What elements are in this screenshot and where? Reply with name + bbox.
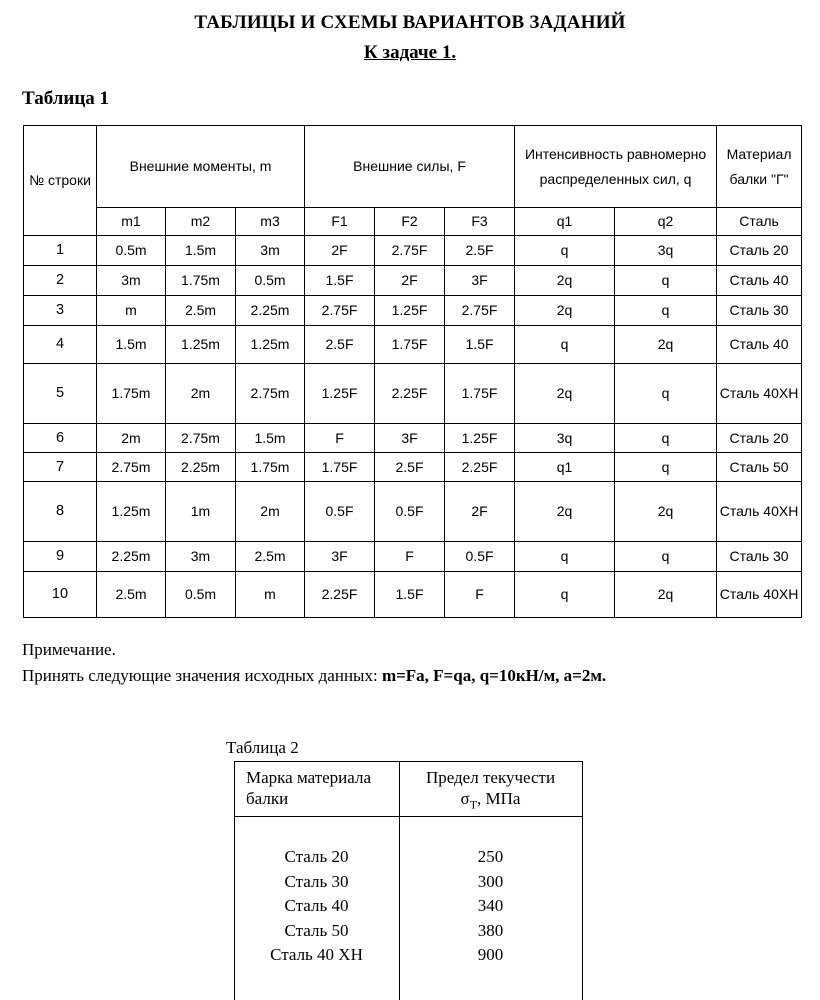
table-cell: 2.75m <box>236 364 305 424</box>
table-cell: 2q <box>515 296 615 326</box>
subtitle-text: К задаче 1. <box>363 42 457 63</box>
table-cell: 2.5m <box>97 572 166 618</box>
table-cell: 1.5m <box>236 424 305 453</box>
table-cell: q <box>615 424 717 453</box>
table-cell: 2.5m <box>166 296 236 326</box>
row-number-cell: 3 <box>24 296 97 326</box>
table-cell: 2q <box>615 482 717 542</box>
table-cell: 1m <box>166 482 236 542</box>
yield-value: 300 <box>477 871 504 891</box>
table-cell: 1.75F <box>375 326 445 364</box>
table-cell: q <box>615 453 717 482</box>
table-cell: m <box>97 296 166 326</box>
table-cell: 0.5F <box>305 482 375 542</box>
table-cell: Сталь 40 <box>717 266 802 296</box>
table-cell: Сталь 50 <box>717 453 802 482</box>
table-row <box>24 266 802 296</box>
table-cell: 3F <box>305 542 375 572</box>
table-cell: 0.5F <box>375 482 445 542</box>
table-row <box>24 453 802 482</box>
table-cell: 1.25F <box>445 424 515 453</box>
table-row <box>24 236 802 266</box>
table-cell: 2.25F <box>305 572 375 618</box>
header-forces: Внешние силы, F <box>305 126 515 208</box>
table-cell: 1.75F <box>445 364 515 424</box>
table-cell: 2.25F <box>445 453 515 482</box>
table-cell: 2m <box>236 482 305 542</box>
table-cell: 1.5m <box>97 326 166 364</box>
material-name: Сталь 40 <box>284 896 349 915</box>
table-cell: 2.75F <box>375 236 445 266</box>
table-cell: 1.75m <box>166 266 236 296</box>
table-cell: 2m <box>97 424 166 453</box>
table-row <box>24 542 802 572</box>
note-label: Примечание. <box>22 640 116 659</box>
table2-header-yield-line1: Предел текучести <box>425 768 556 787</box>
table-cell: 0.5m <box>97 236 166 266</box>
row-number-cell: 8 <box>24 482 97 542</box>
table-cell: 2q <box>515 364 615 424</box>
table-cell: 2.5F <box>305 326 375 364</box>
header-row-number: № строки <box>24 126 97 236</box>
subheader-cell: F2 <box>375 208 445 236</box>
table1 <box>23 125 802 618</box>
table2-materials-list <box>234 845 399 968</box>
table-cell: q <box>515 326 615 364</box>
table-cell: 2.75m <box>166 424 236 453</box>
table2-header-yield <box>399 767 582 815</box>
table-cell: 1.75m <box>236 453 305 482</box>
table-cell: q <box>515 542 615 572</box>
table-cell: 2.5F <box>445 236 515 266</box>
table-cell: 2q <box>615 326 717 364</box>
table-cell: 2.25F <box>375 364 445 424</box>
table-cell: Сталь 40ХН <box>717 364 802 424</box>
material-name: Сталь 30 <box>284 871 349 891</box>
row-number-cell: 1 <box>24 236 97 266</box>
table-cell: 2F <box>375 266 445 296</box>
page-title: ТАБЛИЦЫ И СХЕМЫ ВАРИАНТОВ ЗАДАНИЙ <box>194 12 626 33</box>
table-row <box>24 572 802 618</box>
material-name: Сталь 50 <box>284 920 349 940</box>
table-cell: 2q <box>515 266 615 296</box>
table-cell: q <box>515 572 615 618</box>
table-cell: 1.75F <box>305 453 375 482</box>
table-cell: Сталь 40ХН <box>717 572 802 618</box>
table-cell: 2.75F <box>305 296 375 326</box>
table2-header-yield-line2 <box>399 788 582 815</box>
table2 <box>234 761 583 1000</box>
yield-value: 380 <box>477 920 504 940</box>
table-cell: 2m <box>166 364 236 424</box>
table-cell: Сталь 20 <box>717 236 802 266</box>
table-cell: 3m <box>236 236 305 266</box>
subheader-cell: Сталь <box>717 208 802 236</box>
yield-unit: , МПа <box>477 789 521 808</box>
yield-value: 340 <box>477 896 504 915</box>
table-cell: F <box>305 424 375 453</box>
sigma-subscript: Т <box>469 797 478 812</box>
header-moments: Внешние моменты, m <box>97 126 305 208</box>
table-cell: m <box>236 572 305 618</box>
note-text <box>22 666 606 686</box>
table-cell: Сталь 40 <box>717 326 802 364</box>
table-cell: 2q <box>515 482 615 542</box>
row-number-cell: 5 <box>24 364 97 424</box>
yield-value: 250 <box>477 847 504 866</box>
header-material: Материал балки "Г" <box>717 126 802 208</box>
table-cell: q <box>615 364 717 424</box>
table-cell: 1.5F <box>305 266 375 296</box>
table-cell: F <box>375 542 445 572</box>
subheader-cell: q2 <box>615 208 717 236</box>
table-cell: 2.75m <box>97 453 166 482</box>
table-cell: Сталь 20 <box>717 424 802 453</box>
table-cell: 3F <box>445 266 515 296</box>
table-cell: 0.5F <box>445 542 515 572</box>
sigma-symbol: σ <box>460 789 470 808</box>
row-number-cell: 2 <box>24 266 97 296</box>
table-cell: 2F <box>445 482 515 542</box>
table-row <box>24 326 802 364</box>
table-cell: 2.25m <box>236 296 305 326</box>
table2-border-right <box>582 761 583 1000</box>
row-number-cell: 10 <box>24 572 97 618</box>
subheader-cell: q1 <box>515 208 615 236</box>
header-intensity: Интенсивность равномерно распределенных сил, q <box>515 126 717 208</box>
subheader-cell: m2 <box>166 208 236 236</box>
table-cell: 3q <box>515 424 615 453</box>
table1-caption: Таблица 1 <box>22 88 110 109</box>
table-cell: Сталь 30 <box>717 296 802 326</box>
table-cell: 3m <box>97 266 166 296</box>
table-cell: 2.25m <box>166 453 236 482</box>
row-number-cell: 9 <box>24 542 97 572</box>
yield-value: 900 <box>477 945 504 964</box>
table-row <box>24 364 802 424</box>
table-row <box>24 296 802 326</box>
table-cell: Сталь 30 <box>717 542 802 572</box>
table-cell: q <box>615 296 717 326</box>
table-cell: q <box>615 266 717 296</box>
table-row <box>24 424 802 453</box>
table-cell: 0.5m <box>166 572 236 618</box>
table-cell: 1.5F <box>375 572 445 618</box>
table-cell: 2.5m <box>236 542 305 572</box>
table-cell: 3F <box>375 424 445 453</box>
table-cell: 2.75F <box>445 296 515 326</box>
table-cell: 2F <box>305 236 375 266</box>
table-cell: 1.25F <box>375 296 445 326</box>
table-cell: q1 <box>515 453 615 482</box>
table-cell: 2.5F <box>375 453 445 482</box>
table-cell: 3q <box>615 236 717 266</box>
table-cell: 2.25m <box>97 542 166 572</box>
material-name: Сталь 40 ХН <box>270 945 363 964</box>
table2-header-material: Марка материала балки <box>246 768 372 808</box>
table-cell: F <box>445 572 515 618</box>
subheader-cell: m3 <box>236 208 305 236</box>
table2-header-divider <box>234 816 583 817</box>
row-number-cell: 4 <box>24 326 97 364</box>
table-cell: Сталь 40ХН <box>717 482 802 542</box>
table-cell: q <box>515 236 615 266</box>
table-cell: 1.5m <box>166 236 236 266</box>
table-cell: 1.75m <box>97 364 166 424</box>
note-text-values: m=Fa, F=qa, q=10кН/м, a=2м. <box>381 666 607 685</box>
subheader-cell: m1 <box>97 208 166 236</box>
table-cell: 1.5F <box>445 326 515 364</box>
table-cell: 1.25m <box>97 482 166 542</box>
page-subtitle <box>0 42 820 64</box>
table2-caption: Таблица 2 <box>226 738 299 757</box>
table-cell: 3m <box>166 542 236 572</box>
note-text-plain: Принять следующие значения исходных данных: <box>22 666 382 685</box>
table-cell: q <box>615 542 717 572</box>
table-cell: 1.25F <box>305 364 375 424</box>
table2-border-top <box>234 761 583 762</box>
table-cell: 0.5m <box>236 266 305 296</box>
row-number-cell: 7 <box>24 453 97 482</box>
material-name: Сталь 20 <box>284 847 349 866</box>
table-row <box>24 482 802 542</box>
subheader-cell: F3 <box>445 208 515 236</box>
subheader-cell: F1 <box>305 208 375 236</box>
table-cell: 2q <box>615 572 717 618</box>
table2-values-list <box>399 845 582 968</box>
row-number-cell: 6 <box>24 424 97 453</box>
table-cell: 1.25m <box>166 326 236 364</box>
table-cell: 1.25m <box>236 326 305 364</box>
